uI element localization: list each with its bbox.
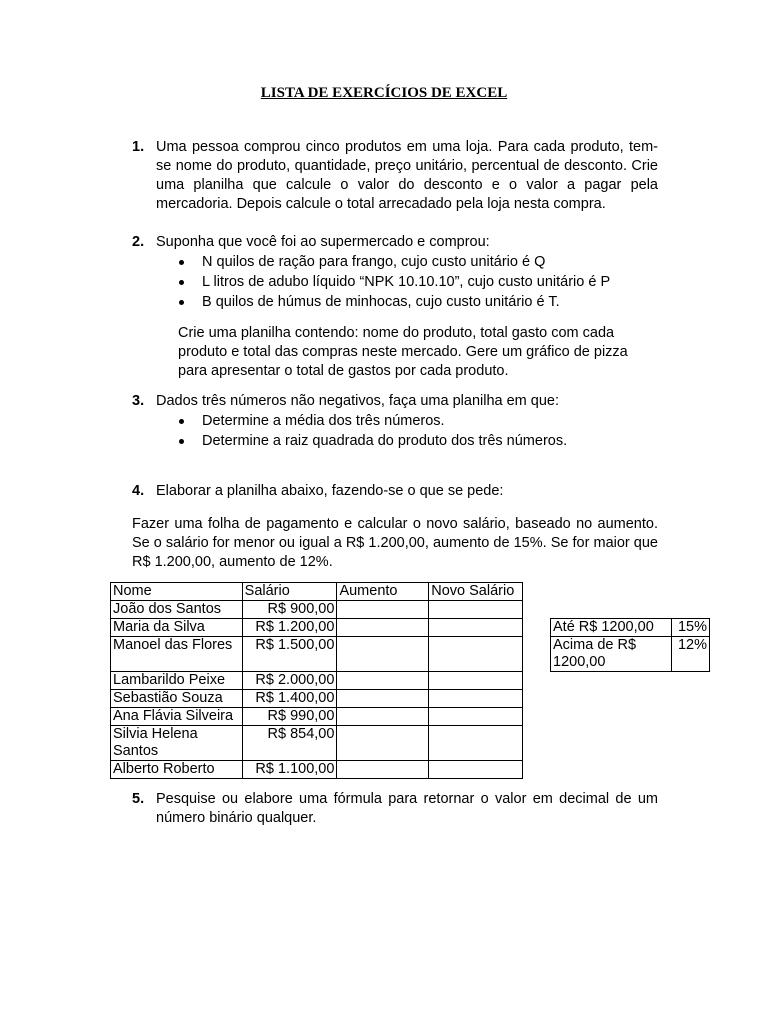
list-item: Determine a média dos três números. bbox=[156, 411, 658, 431]
rate-label: Até R$ 1200,00 bbox=[551, 619, 672, 637]
employee-name: João dos Santos bbox=[111, 601, 243, 619]
bullet-list bbox=[156, 252, 658, 312]
exercise-5 bbox=[132, 790, 658, 828]
exercise-2 bbox=[132, 233, 658, 312]
rate-label: Acima de R$ 1200,00 bbox=[551, 637, 672, 672]
list-item: L litros de adubo líquido “NPK 10.10.10”, cujo custo unitário é P bbox=[156, 272, 658, 292]
exercise-text: Elaborar a planilha abaixo, fazendo-se o que se pede: bbox=[156, 483, 504, 499]
employee-name: Ana Flávia Silveira bbox=[111, 708, 243, 726]
list-item: N quilos de ração para frango, cujo custo unitário é Q bbox=[156, 252, 658, 272]
bullet-list bbox=[156, 411, 658, 451]
raise-cell bbox=[337, 708, 429, 726]
table-row bbox=[551, 637, 710, 672]
table-row bbox=[551, 619, 710, 637]
table-row bbox=[111, 690, 523, 708]
exercise-2-followup: Crie uma planilha contendo: nome do produto, total gasto com cada produto e total das compras neste mercado. Gere um gráfico de pizza para apresentar o total de gastos por cada produto. bbox=[178, 325, 628, 379]
raise-cell bbox=[337, 690, 429, 708]
exercise-text: Dados três números não negativos, faça uma planilha em que: bbox=[156, 393, 560, 409]
employee-name: Sebastião Souza bbox=[111, 690, 243, 708]
exercise-4-description: Fazer uma folha de pagamento e calcular o novo salário, baseado no aumento. Se o salário for menor ou igual a R$ 1.200,00, aumento de 15%. Se for maior que R$ 1.200,00, aumento de 12%. bbox=[132, 516, 658, 570]
table-row bbox=[111, 601, 523, 619]
raise-cell bbox=[337, 672, 429, 690]
raise-cell bbox=[337, 761, 429, 779]
exercise-text: Pesquise ou elabore uma fórmula para retornar o valor em decimal de um número binário qualquer. bbox=[156, 791, 658, 826]
employee-salary: R$ 1.100,00 bbox=[242, 761, 337, 779]
employee-salary: R$ 2.000,00 bbox=[242, 672, 337, 690]
new-salary-cell bbox=[429, 619, 523, 637]
employee-salary: R$ 854,00 bbox=[242, 726, 337, 761]
employee-salary: R$ 900,00 bbox=[242, 601, 337, 619]
table-row bbox=[111, 672, 523, 690]
employee-salary: R$ 990,00 bbox=[242, 708, 337, 726]
raise-cell bbox=[337, 637, 429, 672]
employee-name: Alberto Roberto bbox=[111, 761, 243, 779]
exercise-number: 4. bbox=[132, 483, 145, 499]
employee-salary: R$ 1.500,00 bbox=[242, 637, 337, 672]
exercise-1 bbox=[132, 138, 658, 214]
new-salary-cell bbox=[429, 761, 523, 779]
exercise-text: Suponha que você foi ao supermercado e comprou: bbox=[156, 234, 490, 250]
table-header-row bbox=[111, 583, 523, 601]
table-row bbox=[111, 761, 523, 779]
exercise-4 bbox=[132, 482, 658, 501]
exercise-number: 3. bbox=[132, 393, 145, 409]
employee-salary: R$ 1.400,00 bbox=[242, 690, 337, 708]
raise-cell bbox=[337, 619, 429, 637]
employee-salary: R$ 1.200,00 bbox=[242, 619, 337, 637]
list-item: Determine a raiz quadrada do produto dos três números. bbox=[156, 431, 658, 451]
employee-name: Maria da Silva bbox=[111, 619, 243, 637]
table-row bbox=[111, 708, 523, 726]
new-salary-cell bbox=[429, 672, 523, 690]
exercise-number: 5. bbox=[132, 791, 145, 807]
table-row bbox=[111, 619, 523, 637]
new-salary-cell bbox=[429, 708, 523, 726]
rate-percent: 15% bbox=[671, 619, 709, 637]
new-salary-cell bbox=[429, 637, 523, 672]
page-title: LISTA DE EXERCÍCIOS DE EXCEL bbox=[260, 85, 508, 101]
raise-cell bbox=[337, 726, 429, 761]
exercise-text: Uma pessoa comprou cinco produtos em uma loja. Para cada produto, tem-se nome do produto, quantidade, preço unitário, percentual de desconto. Crie uma planilha que calcule o valor do desconto e o valor a pagar pela mercadoria. Depois calcule o total arrecadado pela loja nesta compra. bbox=[156, 139, 658, 212]
employee-name: Silvia Helena Santos bbox=[111, 726, 243, 761]
list-item: B quilos de húmus de minhocas, cujo custo unitário é T. bbox=[156, 292, 658, 312]
table-row bbox=[111, 637, 523, 672]
column-header: Salário bbox=[242, 583, 337, 601]
salary-table bbox=[110, 582, 523, 779]
new-salary-cell bbox=[429, 601, 523, 619]
new-salary-cell bbox=[429, 726, 523, 761]
table-row bbox=[111, 726, 523, 761]
rate-table bbox=[550, 618, 710, 672]
column-header: Aumento bbox=[337, 583, 429, 601]
employee-name: Manoel das Flores bbox=[111, 637, 243, 672]
column-header: Novo Salário bbox=[429, 583, 523, 601]
employee-name: Lambarildo Peixe bbox=[111, 672, 243, 690]
raise-cell bbox=[337, 601, 429, 619]
exercise-number: 1. bbox=[132, 139, 145, 155]
new-salary-cell bbox=[429, 690, 523, 708]
column-header: Nome bbox=[111, 583, 243, 601]
rate-percent: 12% bbox=[671, 637, 709, 672]
exercise-3 bbox=[132, 392, 658, 451]
exercise-number: 2. bbox=[132, 234, 145, 250]
